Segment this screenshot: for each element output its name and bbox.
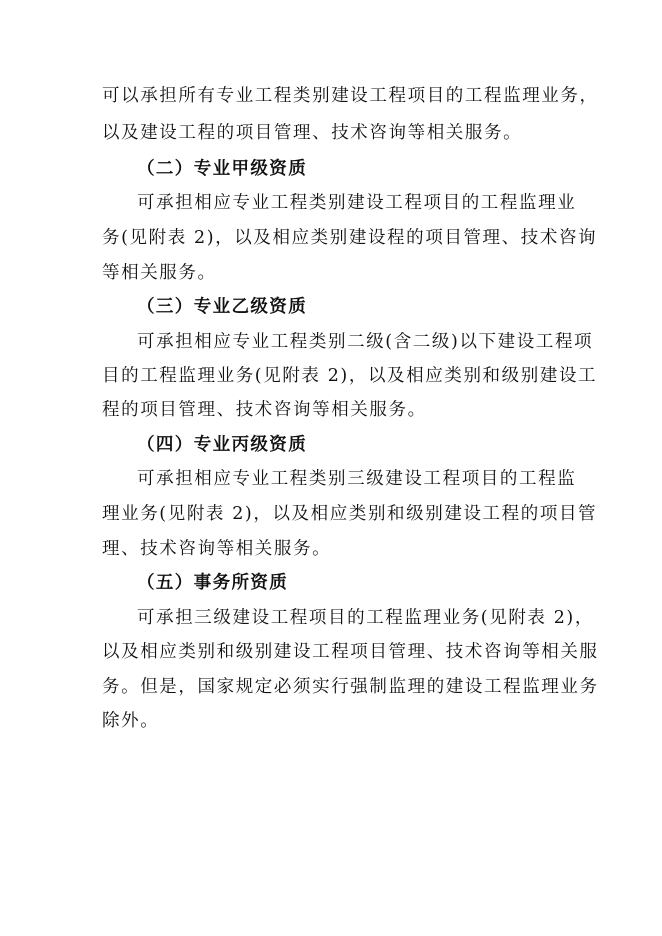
section-4-line-2: 理业务(见附表 2)，以及相应类别和级别建设工程的项目管 [102, 504, 598, 524]
section-5-line-1: 可承担三级建设工程项目的工程监理业务(见附表 2)， [137, 608, 594, 628]
section-5-line-4: 除外。 [102, 711, 160, 731]
section-2-heading: （二）专业甲级资质 [137, 159, 308, 179]
section-4-line-3: 理、技术咨询等相关服务。 [102, 539, 332, 559]
section-5-line-2: 以及相应类别和级别建设工程项目管理、技术咨询等相关服 [102, 642, 599, 662]
section-5-heading: （五）事务所资质 [137, 573, 289, 593]
section-2-line-1: 可承担相应专业工程类别建设工程项目的工程监理业 [137, 193, 577, 213]
section-5-line-3: 务。但是，国家规定必须实行强制监理的建设工程监理业务 [102, 677, 599, 697]
section-2-line-2: 务(见附表 2)，以及相应类别建设程的项目管理、技术咨询 [102, 228, 598, 248]
section-3-line-1: 可承担相应专业工程类别二级(含二级)以下建设工程项 [137, 332, 594, 352]
section-3-heading: （三）专业乙级资质 [137, 297, 308, 317]
paragraph-1-line-2: 以及建设工程的项目管理、技术咨询等相关服务。 [102, 123, 523, 143]
section-3-line-2: 目的工程监理业务(见附表 2)，以及相应类别和级别建设工 [102, 366, 598, 386]
section-4-heading: （四）专业丙级资质 [137, 435, 308, 455]
paragraph-1-line-1: 可以承担所有专业工程类别建设工程项目的工程监理业务， [102, 86, 599, 106]
section-3-line-3: 程的项目管理、技术咨询等相关服务。 [102, 400, 427, 420]
section-2-line-3: 等相关服务。 [102, 263, 217, 283]
section-4-line-1: 可承担相应专业工程类别三级建设工程项目的工程监 [137, 469, 577, 489]
